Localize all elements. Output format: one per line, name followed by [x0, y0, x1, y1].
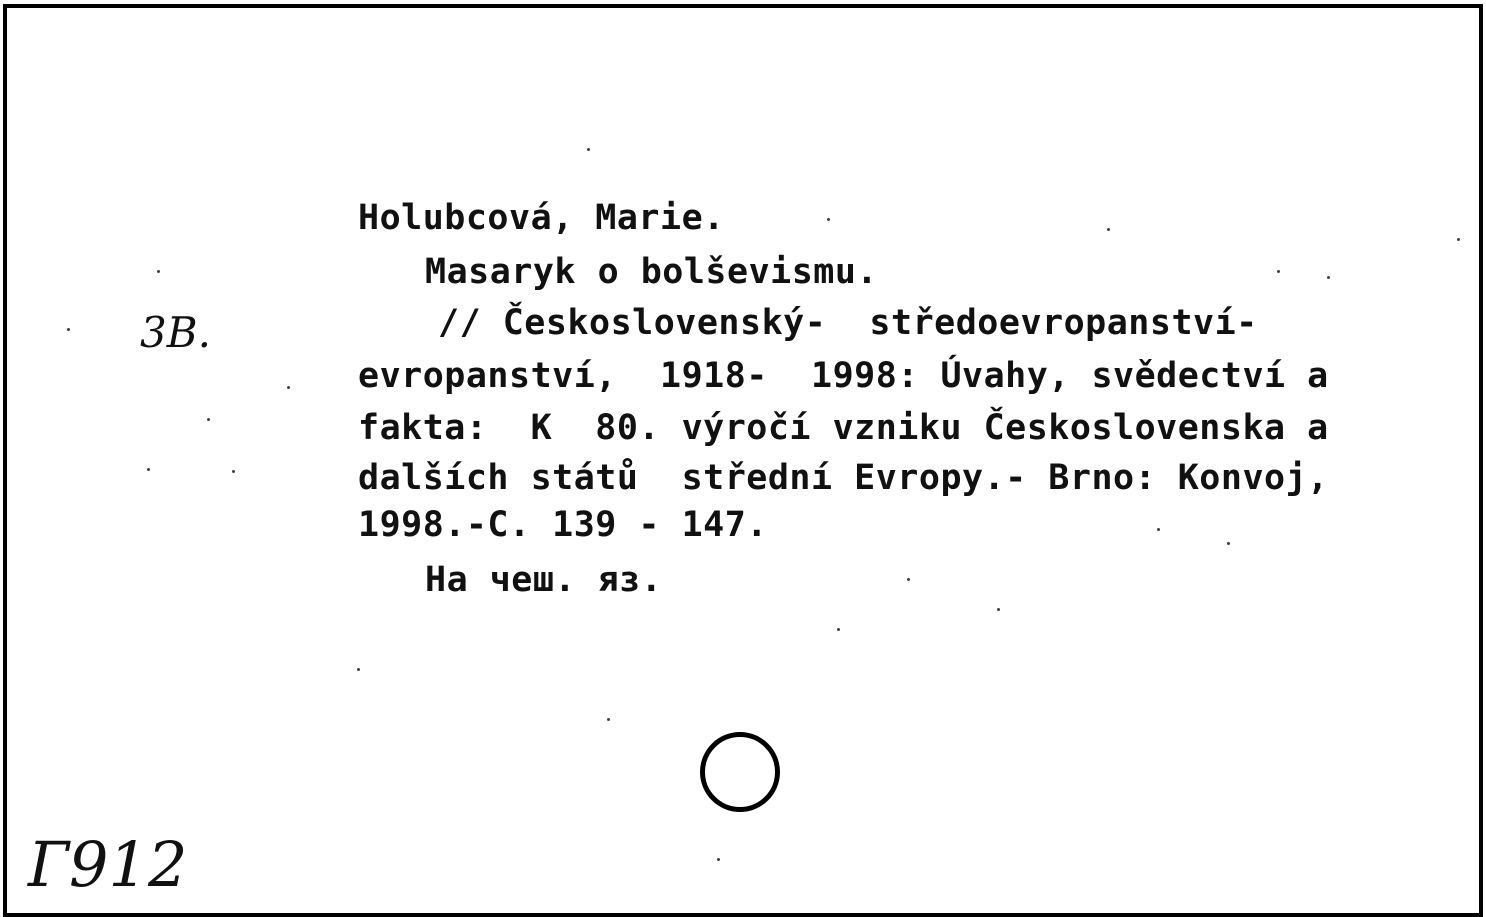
scan-speck	[1457, 238, 1460, 241]
handwritten-shelf-mark: Г912	[28, 828, 188, 901]
scan-speck	[357, 668, 360, 671]
scan-speck	[997, 608, 1000, 611]
scan-speck	[287, 386, 290, 389]
scan-speck	[67, 328, 70, 331]
scan-speck	[207, 418, 210, 421]
scan-speck	[232, 470, 235, 473]
body-line: evropanství, 1918- 1998: Úvahy, svědectví a	[358, 356, 1329, 396]
scan-speck	[1157, 528, 1160, 531]
handwritten-classification: 3В.	[140, 308, 211, 357]
scan-speck	[1227, 542, 1230, 545]
author-heading: Holubcová, Marie.	[358, 198, 725, 238]
scan-speck	[1107, 228, 1110, 231]
language-note: На чеш. яз.	[425, 560, 663, 600]
punch-hole	[700, 732, 780, 812]
body-line: 1998.-C. 139 - 147.	[358, 505, 768, 545]
body-line: // Československý- středoevropanství-	[438, 303, 1258, 343]
scan-speck	[907, 578, 910, 581]
scan-speck	[717, 858, 720, 861]
title-line: Masaryk o bolševismu.	[425, 252, 879, 292]
scan-speck	[1277, 270, 1280, 273]
body-line: dalších států střední Evropy.- Brno: Konvoj,	[358, 458, 1329, 498]
scan-speck	[607, 718, 610, 721]
scan-speck	[827, 218, 830, 221]
scan-speck	[1327, 276, 1330, 279]
body-line: fakta: K 80. výročí vzniku Československa a	[358, 408, 1329, 448]
scan-speck	[587, 148, 590, 151]
scan-speck	[157, 270, 160, 273]
scan-speck	[147, 468, 150, 471]
scan-speck	[837, 628, 840, 631]
